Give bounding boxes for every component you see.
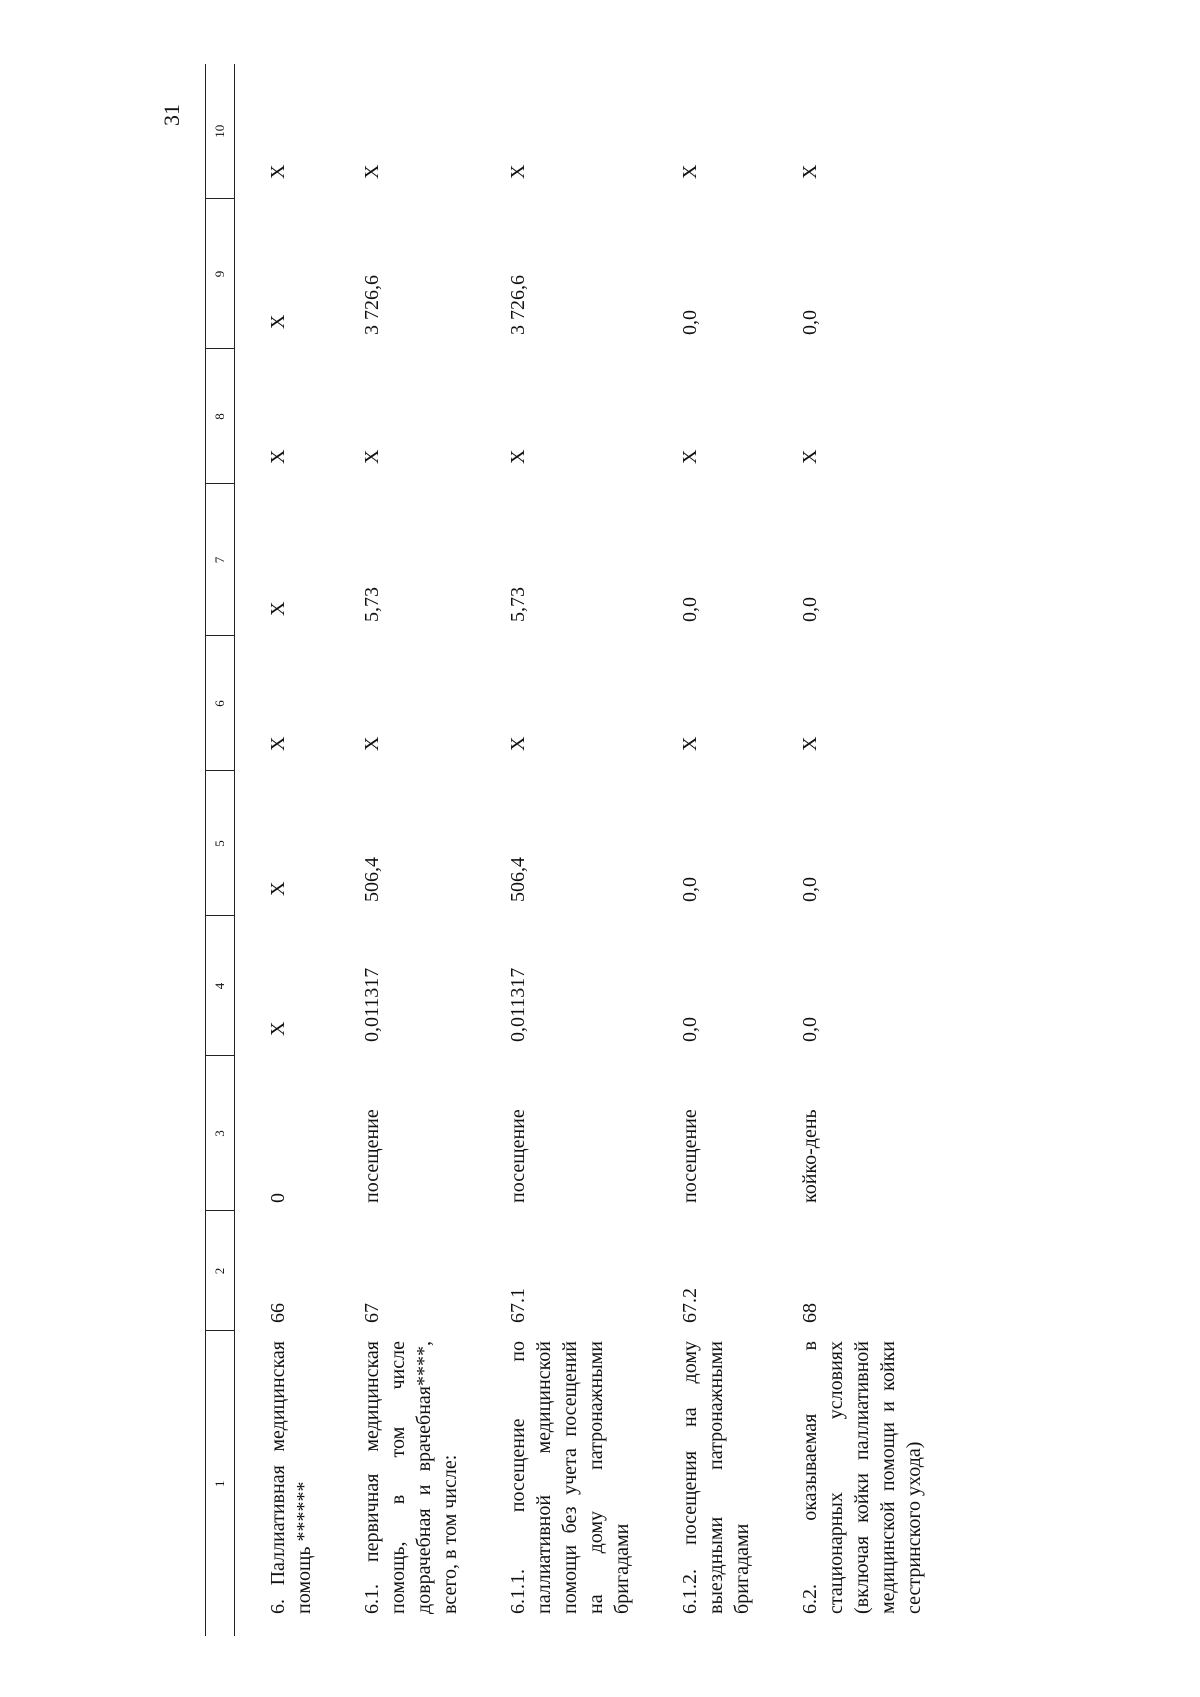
row-number: 67.1: [507, 1288, 529, 1323]
row-number: 67.2: [679, 1288, 701, 1323]
table-cell: 0,0: [679, 1017, 701, 1042]
table-row: [647, 64, 767, 1636]
table-cell: 0,0: [799, 1017, 821, 1042]
unit-cell: посещение: [507, 1109, 529, 1203]
table-cell: X: [361, 736, 383, 751]
unit-cell: 0: [267, 1193, 289, 1203]
table-cell: 3 726,6: [361, 275, 383, 335]
unit-cell: посещение: [361, 1109, 383, 1203]
table-cell: X: [679, 449, 701, 464]
page-number: 31: [159, 104, 184, 126]
unit-cell: посещение: [679, 1109, 701, 1203]
row-number: 67: [361, 1303, 383, 1323]
row-label: 6. Паллиативная медицинская помощь ******: [267, 1341, 315, 1614]
table-cell: X: [267, 736, 289, 751]
table-cell: X: [267, 449, 289, 464]
table-cell: 0,0: [679, 877, 701, 902]
column-header: 3: [206, 1056, 235, 1211]
table-row: [475, 64, 647, 1636]
table-cell: X: [799, 164, 821, 179]
table-cell: X: [799, 736, 821, 751]
column-header: 1: [206, 1331, 235, 1636]
table-cell: 0,0: [799, 310, 821, 335]
table-row: [329, 64, 475, 1636]
table-cell: 0,0: [799, 597, 821, 622]
unit-cell: койко-день: [799, 1109, 821, 1203]
table-cell: X: [507, 736, 529, 751]
table-cell: X: [679, 736, 701, 751]
data-table: [205, 64, 939, 1636]
table-cell: 5,73: [507, 587, 529, 622]
table-cell: 0,0: [679, 310, 701, 335]
table-cell: X: [799, 449, 821, 464]
table-cell: X: [507, 164, 529, 179]
row-number: 68: [799, 1303, 821, 1323]
table-cell: 506,4: [361, 857, 383, 902]
table-cell: 3 726,6: [507, 275, 529, 335]
table-cell: X: [267, 1021, 289, 1036]
row-label: 6.1. первичная медицинская помощь, в том числе доврачебная и врачебная****, всего, в том числе:: [361, 1341, 461, 1614]
table-cell: 5,73: [361, 587, 383, 622]
table-cell: 0,011317: [507, 967, 529, 1042]
table-cell: X: [361, 449, 383, 464]
column-header: 2: [206, 1211, 235, 1331]
table-row: [235, 64, 330, 1636]
table-row: [767, 64, 939, 1636]
row-number: 66: [267, 1303, 289, 1323]
column-header: 7: [206, 484, 235, 636]
row-label: 6.1.2. посещения на дому выездными патронажными бригадами: [679, 1341, 753, 1614]
row-label: 6.1.1. посещение по паллиативной медицинской помощи без учета посещений на дому патронажными бригадами: [507, 1341, 633, 1614]
table-cell: X: [361, 164, 383, 179]
table-cell: 0,011317: [361, 967, 383, 1042]
table-cell: X: [507, 449, 529, 464]
table-cell: X: [267, 314, 289, 329]
header-row: [206, 64, 235, 1636]
table-cell: 0,0: [679, 597, 701, 622]
column-header: 6: [206, 636, 235, 771]
rotated-table-container: [205, 64, 1045, 1636]
table-cell: 0,0: [799, 877, 821, 902]
column-header: 5: [206, 771, 235, 916]
table-cell: X: [267, 164, 289, 179]
column-header: 4: [206, 916, 235, 1056]
table-cell: 506,4: [507, 857, 529, 902]
row-label: 6.2. оказываемая в стационарных условиях (включая койки паллиативной медицинской помощи и койки сестринского ухода): [799, 1341, 925, 1614]
table-cell: X: [679, 164, 701, 179]
column-header: 8: [206, 349, 235, 484]
column-header: 10: [206, 64, 235, 199]
column-header: 9: [206, 199, 235, 349]
table-cell: X: [267, 601, 289, 616]
table-cell: X: [267, 881, 289, 896]
